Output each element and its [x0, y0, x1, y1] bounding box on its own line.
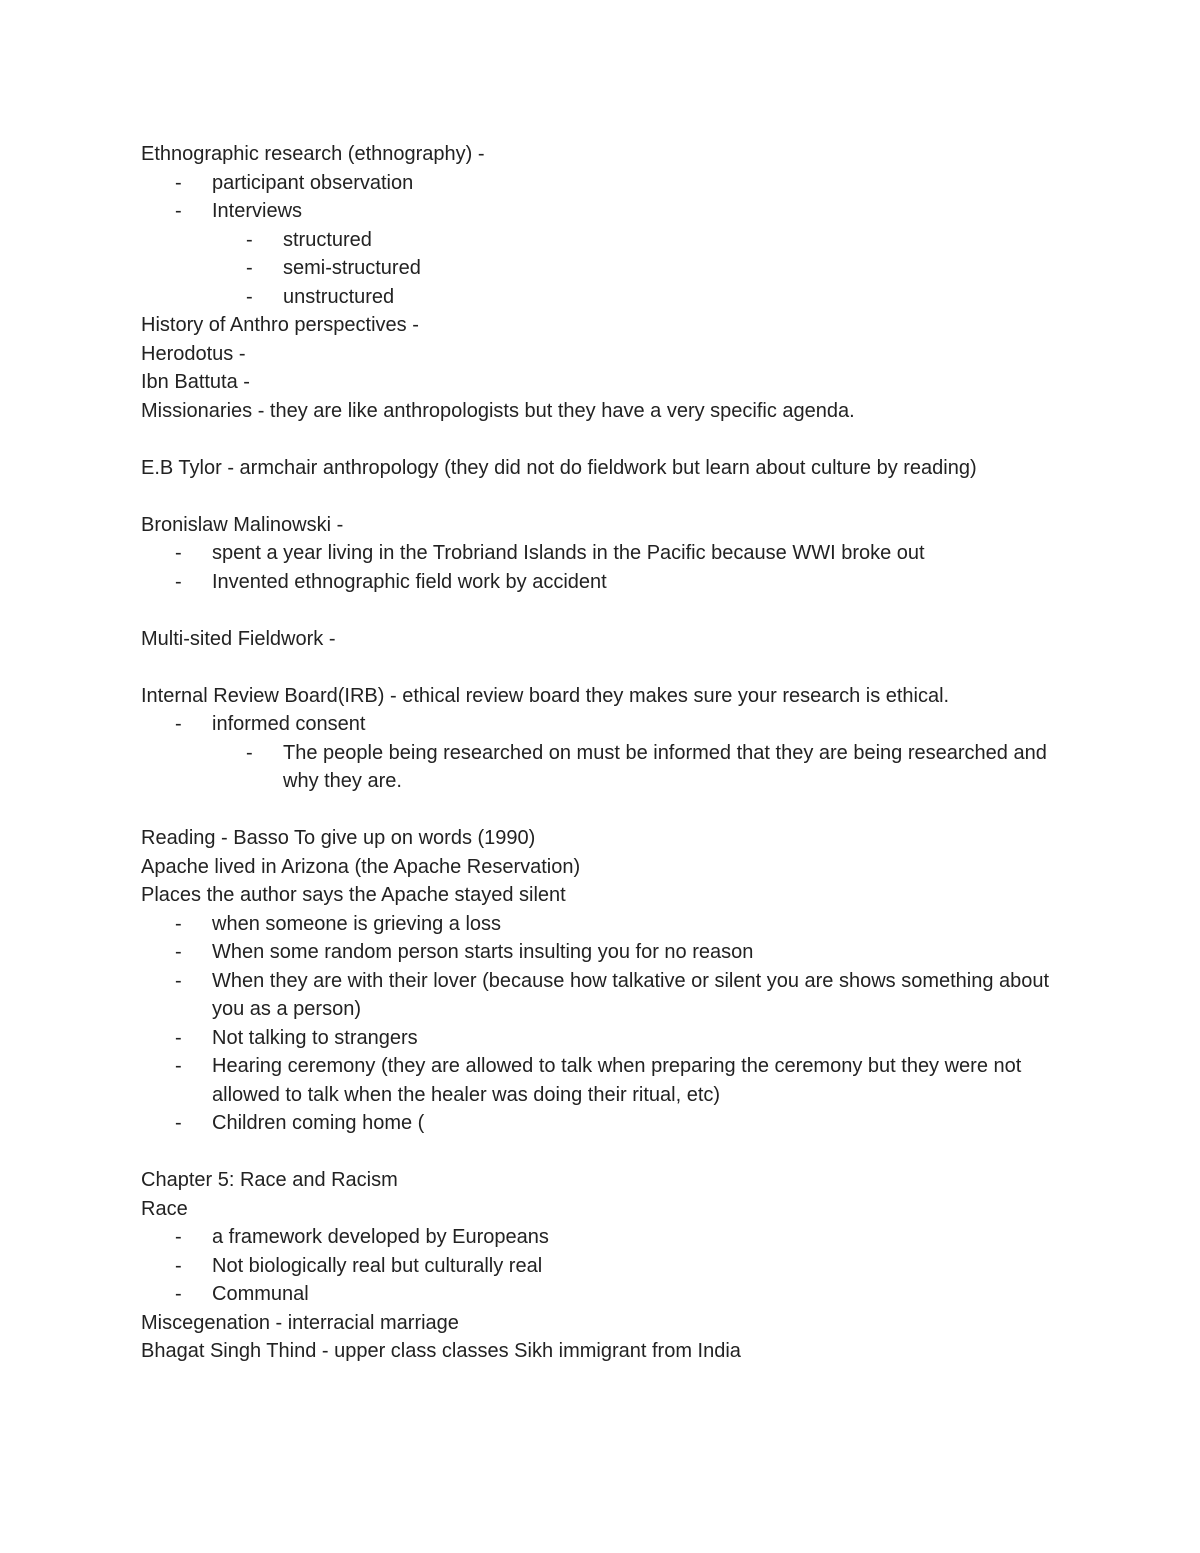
list-item-text: a framework developed by Europeans [212, 1226, 549, 1248]
list-item-text: semi-structured [283, 257, 421, 279]
list-item-text: Communal [212, 1283, 309, 1305]
list-item [141, 226, 1071, 255]
heading-line: Bronislaw Malinowski - [141, 513, 344, 536]
heading-line: Ibn Battuta - [141, 371, 250, 393]
list-item [141, 710, 1071, 739]
list-item-text: Invented ethnographic field work by accident [212, 570, 607, 593]
heading-line: E.B Tylor - armchair anthropology (they did not do fieldwork but learn about culture by reading) [141, 456, 977, 479]
list-item [141, 938, 1071, 967]
dash-bullet-icon: - [175, 1055, 182, 1077]
heading-line: History of Anthro perspectives - [141, 314, 419, 336]
list-item [141, 739, 1071, 796]
dash-bullet-icon: - [175, 912, 182, 935]
dash-bullet-icon: - [175, 1226, 182, 1248]
list-item [141, 967, 1071, 1024]
list-item-text: spent a year living in the Trobriand Islands in the Pacific because WWI broke out [212, 542, 925, 564]
heading-line: Apache lived in Arizona (the Apache Reservation) [141, 855, 581, 878]
list-item-text: Not talking to strangers [212, 1026, 418, 1049]
heading-line: Bhagat Singh Thind - upper class classes Sikh immigrant from India [141, 1340, 741, 1362]
dash-bullet-icon: - [175, 941, 182, 963]
list-item [141, 1052, 1071, 1109]
dash-bullet-icon: - [175, 570, 182, 593]
blank-line [141, 1138, 1071, 1167]
list-item-text: structured [283, 228, 372, 251]
heading-line: Herodotus - [141, 342, 246, 365]
heading-line: Places the author says the Apache stayed silent [141, 884, 566, 906]
blank-line [141, 796, 1071, 825]
list-item-text: When they are with their lover (because how talkative or silent you are shows something about you as a person) [212, 969, 1050, 1020]
dash-bullet-icon: - [175, 542, 182, 564]
dash-bullet-icon: - [175, 969, 182, 992]
list-item [141, 1024, 1071, 1053]
blank-line [141, 482, 1071, 511]
list-item-text: Children coming home ( [212, 1112, 425, 1134]
heading-line: Chapter 5: Race and Racism [141, 1169, 398, 1191]
heading-line: Multi-sited Fieldwork - [141, 627, 336, 650]
dash-bullet-icon: - [175, 171, 182, 194]
blank-line [141, 425, 1071, 454]
blank-line [141, 653, 1071, 682]
dash-bullet-icon: - [175, 1283, 182, 1305]
list-item-text: Hearing ceremony (they are allowed to talk when preparing the ceremony but they were not allowed to talk when the healer was doing their ritual, etc) [212, 1055, 1022, 1106]
list-item [141, 1223, 1071, 1252]
list-item [141, 1280, 1071, 1309]
dash-bullet-icon: - [246, 257, 253, 279]
dash-bullet-icon: - [175, 1254, 182, 1277]
list-item [141, 1252, 1071, 1281]
heading-line: Internal Review Board(IRB) - ethical review board they makes sure your research is ethical. [141, 684, 950, 707]
list-item [141, 169, 1071, 198]
dash-bullet-icon: - [246, 228, 253, 251]
list-item [141, 1109, 1071, 1138]
heading-line: Miscegenation - interracial marriage [141, 1311, 459, 1334]
list-item-text: participant observation [212, 171, 414, 194]
dash-bullet-icon: - [175, 1112, 182, 1134]
list-item [141, 283, 1071, 312]
dash-bullet-icon: - [175, 200, 182, 222]
dash-bullet-icon: - [246, 741, 253, 764]
dash-bullet-icon: - [246, 285, 253, 308]
dash-bullet-icon: - [175, 713, 182, 735]
list-item [141, 254, 1071, 283]
dash-bullet-icon: - [175, 1026, 182, 1049]
blank-line [141, 596, 1071, 625]
list-item [141, 910, 1071, 939]
heading-line: Race [141, 1197, 188, 1220]
list-item-text: informed consent [212, 713, 366, 735]
list-item [141, 197, 1071, 226]
list-item-text: The people being researched on must be informed that they are being researched and why they are. [283, 741, 1047, 792]
list-item-text: unstructured [283, 285, 395, 308]
list-item-text: Not biologically real but culturally real [212, 1254, 543, 1277]
heading-line: Missionaries - they are like anthropologists but they have a very specific agenda. [141, 399, 855, 422]
list-item-text: Interviews [212, 200, 303, 222]
list-item-text: when someone is grieving a loss [212, 912, 502, 935]
heading-line: Reading - Basso To give up on words (1990) [141, 827, 536, 849]
list-item [141, 539, 1071, 568]
list-item [141, 568, 1071, 597]
heading-line: Ethnographic research (ethnography) - [141, 143, 485, 165]
list-item-text: When some random person starts insulting you for no reason [212, 941, 754, 963]
document-body [141, 140, 1071, 1366]
